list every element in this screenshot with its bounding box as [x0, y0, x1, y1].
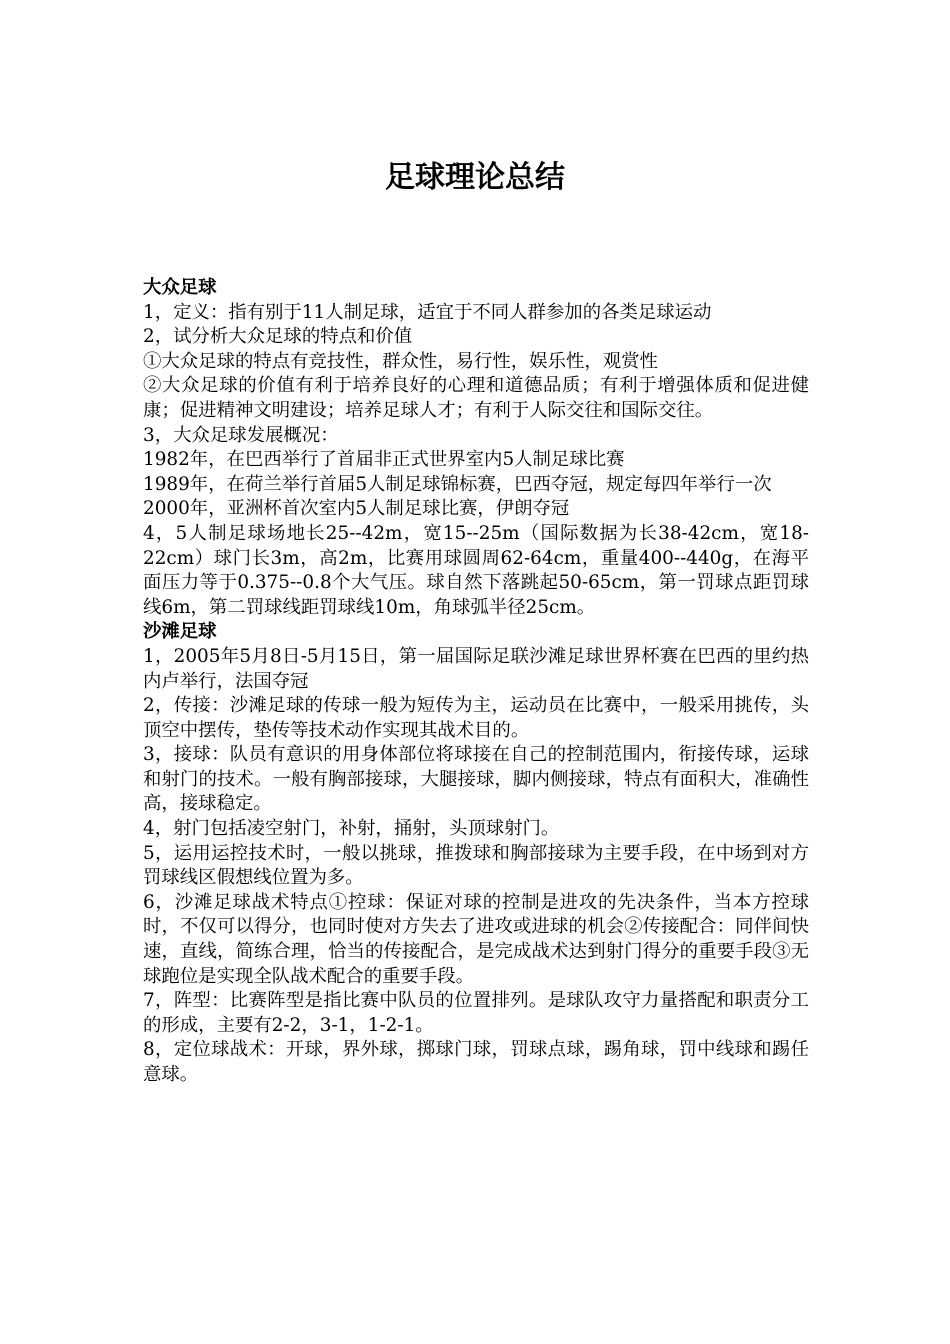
paragraph: 1，2005年5月8日-5月15日，第一届国际足联沙滩足球世界杯赛在巴西的里约热内卢举行，法国夺冠: [143, 645, 809, 692]
paragraph: 2，传接：沙滩足球的传球一般为短传为主，运动员在比赛中，一般采用挑传，头顶空中摆传，垫传等技术动作实现其战术目的。: [143, 695, 809, 741]
paragraph: ①大众足球的特点有竞技性，群众性，易行性，娱乐性，观赏性: [143, 350, 658, 372]
paragraph: 1982年，在巴西举行了首届非正式世界室内5人制足球比赛: [143, 449, 625, 471]
paragraph: 8，定位球战术：开球，界外球，掷球门球，罚球点球，踢角球，罚中线球和踢任意球。: [143, 1039, 809, 1085]
paragraph: 7，阵型：比赛阵型是指比赛中队员的位置排列。是球队攻守力量搭配和职责分工的形成，主要有2-2，3-1，1-2-1。: [143, 990, 809, 1036]
paragraph: 2，试分析大众足球的特点和价值: [143, 326, 413, 348]
section-beach-soccer: [143, 620, 809, 1087]
paragraph: ②大众足球的价值有利于培养良好的心理和道德品质；有利于增强体质和促进健康；促进精神文明建设；培养足球人才；有利于人际交往和国际交往。: [143, 375, 809, 421]
paragraph: 6，沙滩足球战术特点①控球：保证对球的控制是进攻的先决条件，当本方控球时，不仅可以得分，也同时使对方失去了进攻或进球的机会②传接配合：同伴间快速，直线，简练合理，恰当的传接配合，是完成战术达到射门得分的重要手段③无球跑位是实现全队战术配合的重要手段。: [143, 891, 809, 987]
document-title: 足球理论总结: [385, 160, 565, 195]
paragraph: 3，大众足球发展概况：: [143, 424, 339, 446]
paragraph: 1989年，在荷兰举行首届5人制足球锦标赛，巴西夺冠，规定每四年举行一次: [143, 473, 772, 495]
paragraph: 4，5人制足球场地长25--42m，宽15--25m（国际数据为长38-42cm，宽18-22cm）球门长3m，高2m，比赛用球圆周62-64cm，重量400--440g，在海平面压力等于0.375--0.8个大气压。球自然下落跳起50-65cm，第一罚球点距罚球线6m，第二罚球线距罚球线10m，角球弧半径25cm。: [143, 522, 809, 618]
section-heading: 沙滩足球: [143, 621, 217, 643]
paragraph: 2000年，亚洲杯首次室内5人制足球比赛，伊朗夺冠: [143, 498, 570, 520]
section-heading: 大众足球: [143, 277, 217, 298]
document-body: [143, 276, 809, 1088]
section-mass-football: [143, 276, 809, 620]
paragraph: 5，运用运控技术时，一般以挑球，推拨球和胸部接球为主要手段，在中场到对方罚球线区假想线位置为多。: [143, 842, 809, 889]
paragraph: 1，定义：指有别于11人制足球，适宜于不同人群参加的各类足球运动: [143, 301, 712, 323]
paragraph: 4，射门包括凌空射门，补射，捅射，头顶球射门。: [143, 818, 560, 840]
paragraph: 3，接球：队员有意识的用身体部位将球接在自己的控制范围内，衔接传球，运球和射门的技术。一般有胸部接球，大腿接球，脚内侧接球，特点有面积大，准确性高，接球稳定。: [143, 744, 809, 815]
